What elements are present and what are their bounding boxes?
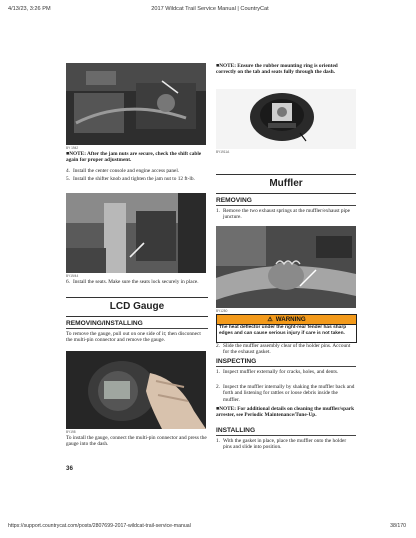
print-page-title: 2017 Wildcat Trail Service Manual | CountryCat: [151, 6, 269, 12]
removing-installing-heading: REMOVING/INSTALLING: [66, 320, 143, 327]
note-spark-arrester: ■NOTE: For additional details on cleaning the muffler/spark arrester, see Periodic Maintenance/Tune-Up.: [216, 406, 355, 419]
inspect-step-1: [216, 369, 356, 383]
removing-installing-rule: [66, 328, 208, 329]
remove-step-1-number: 1.: [216, 208, 220, 214]
note-shift-cable: ■NOTE: After the jam nuts are secure, check the shift cable again for proper adjustment.: [66, 151, 202, 164]
removing-heading: REMOVING: [216, 197, 252, 204]
inspect-step-2: [216, 384, 356, 404]
lcd-gauge-section-title: LCD Gauge: [109, 301, 165, 312]
inspect-step-2-number: 2.: [216, 384, 220, 390]
step-4-text: Install the center console and engine access panel.: [73, 168, 180, 174]
lcd-remove-text: To remove the gauge, pull out on one side of it; then disconnect the multi-pin connector and remove the gauge.: [66, 331, 201, 344]
step-4: [66, 168, 208, 175]
remove-step-1-text: Remove the two exhaust springs at the muffler/exhaust pipe juncture.: [223, 208, 350, 221]
muffler-top-rule: [216, 174, 356, 175]
print-datetime: 4/13/23, 3:26 PM: [8, 6, 51, 12]
rubber-ring-photo: [216, 89, 356, 149]
figure-id-2: BY19/44: [66, 274, 79, 278]
step-5-text: Install the shifter knob and tighten the jam nut to 12 ft-lb.: [73, 176, 195, 182]
step-6-number: 6.: [66, 279, 70, 285]
install-step-1-text: With the gasket in place, place the muffler onto the holder pins and slide into position.: [223, 438, 347, 451]
lcd-gauge-illustration: [66, 351, 206, 429]
figure-id-1: BY 1942: [66, 146, 79, 150]
removing-rule: [216, 205, 356, 206]
inspecting-rule: [216, 366, 356, 367]
warning-box: [216, 314, 357, 343]
warning-header: [217, 315, 356, 325]
inspect-step-2-text: Inspect the muffler internally by shaking the muffler back and forth and listening for rattles or loose debris inside the muffler.: [223, 384, 355, 403]
lcd-gauge-bottom-rule: [66, 316, 208, 317]
lcd-install-text: To install the gauge, connect the multi-pin connector and press the gauge into the dash.: [66, 435, 207, 448]
step-5: [66, 176, 208, 190]
inspect-step-1-text: Inspect muffler externally for cracks, holes, and dents.: [223, 369, 339, 375]
step-6-text: Install the seats. Make sure the seats lock securely in place.: [73, 279, 199, 285]
lcd-gauge-photo: [66, 351, 206, 429]
figure-id-4: BY1911A: [216, 150, 230, 154]
seat-install-illustration: [66, 193, 206, 273]
lcd-gauge-top-rule: [66, 297, 208, 298]
shift-cable-photo: [66, 63, 206, 145]
installing-rule: [216, 435, 356, 436]
muffler-section-title: Muffler: [269, 178, 303, 189]
remove-step-2-number: 2.: [216, 343, 220, 349]
muffler-springs-illustration: [216, 226, 356, 308]
step-4-number: 4.: [66, 168, 70, 174]
print-url: https://support.countrycat.com/posts/2807699-2017-wildcat-trail-service-manual: [8, 523, 191, 529]
warning-triangle-icon: ⚠: [267, 317, 273, 323]
note-rubber-ring: ■NOTE: Ensure the rubber mounting ring is oriented correctly on the tab and seats fully through the dash.: [216, 63, 338, 76]
manual-page-number: 36: [66, 465, 73, 472]
seat-install-photo: [66, 193, 206, 273]
print-page-count: 38/170: [390, 523, 406, 529]
remove-step-2: [216, 343, 356, 357]
step-6: [66, 279, 208, 293]
inspecting-heading: INSPECTING: [216, 358, 257, 365]
inspect-step-1-number: 1.: [216, 369, 220, 375]
warning-text: The heat deflector under the right-rear fender has sharp edges and can cause serious injury if care is not taken.: [219, 325, 347, 336]
installing-heading: INSTALLING: [216, 427, 256, 434]
rubber-ring-illustration: [216, 89, 356, 149]
figure-id-3: BY198: [66, 430, 76, 434]
figure-id-5: BY1280: [216, 309, 228, 313]
muffler-bottom-rule: [216, 193, 356, 194]
muffler-springs-photo: [216, 226, 356, 308]
remove-step-2-text: Slide the muffler assembly clear of the holder pins. Account for the exhaust gasket.: [223, 343, 351, 356]
shift-cable-illustration: [66, 63, 206, 145]
install-step-1-number: 1.: [216, 438, 220, 444]
install-step-1: [216, 438, 356, 452]
warning-label: WARNING: [275, 316, 306, 323]
remove-step-1: [216, 208, 356, 222]
step-5-number: 5.: [66, 176, 70, 182]
